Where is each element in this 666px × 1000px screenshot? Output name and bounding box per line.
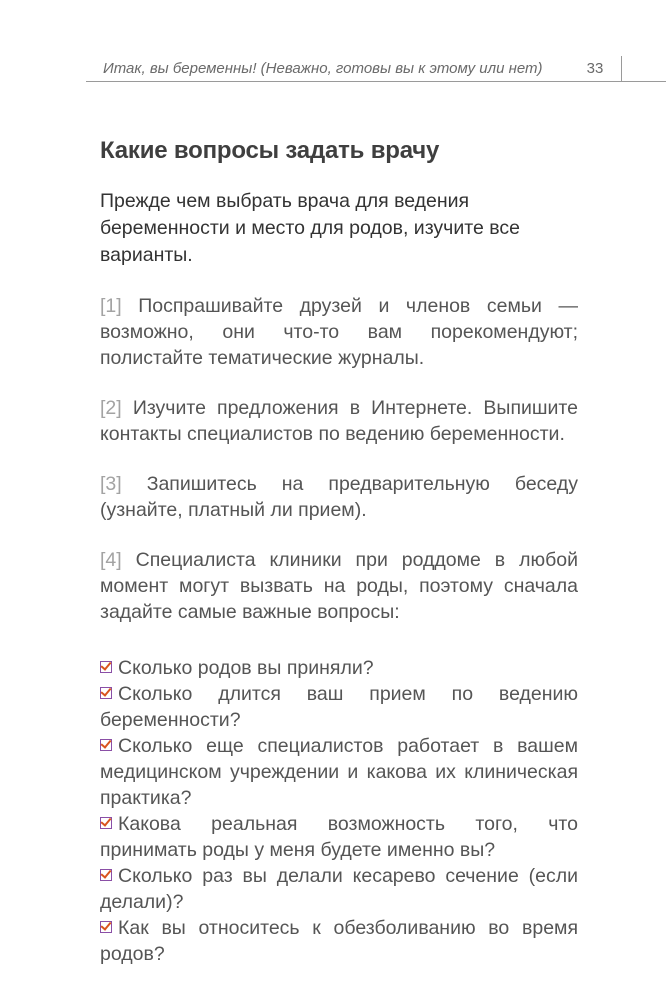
question-checklist: [100, 655, 578, 967]
checklist-item: [100, 681, 578, 733]
running-header: [0, 0, 666, 82]
checklist-item: [100, 915, 578, 967]
checked-checkbox-icon: [100, 739, 112, 751]
checklist-item-text: Сколько раз вы делали кесарево сечение (если делали)?: [100, 865, 578, 913]
checked-checkbox-icon: [100, 921, 112, 933]
checklist-item: [100, 863, 578, 915]
checked-checkbox-icon: [100, 687, 112, 699]
section-heading: Какие вопросы задать врачу: [100, 137, 440, 164]
lead-paragraph: Прежде чем выбрать врача для ведения беременности и место для родов, изучите все варианты.: [100, 190, 520, 266]
step-text: Поспрашивайте друзей и членов семьи — возможно, они что-то вам порекомендуют; полистайте тематические журналы.: [100, 295, 578, 369]
checklist-item: [100, 733, 578, 811]
step-number: [2]: [100, 397, 122, 419]
running-header-title: Итак, вы беременны! (Неважно, готовы вы к этому или нет): [103, 60, 543, 77]
step-text: Запишитесь на предварительную беседу (узнайте, платный ли прием).: [100, 473, 578, 521]
checklist-item-text: Сколько длится ваш прием по ведению беременности?: [100, 683, 578, 731]
page-number: 33: [586, 60, 604, 77]
page-content: [100, 136, 578, 967]
checklist-item: [100, 811, 578, 863]
checked-checkbox-icon: [100, 817, 112, 829]
step-text: Изучите предложения в Интернете. Выпишите контакты специалистов по ведению беременности.: [100, 397, 578, 445]
checklist-item: [100, 655, 578, 681]
checklist-item-text: Какова реальная возможность того, что принимать роды у меня будете именно вы?: [100, 813, 578, 861]
checklist-item-text: Сколько еще специалистов работает в вашем медицинском учреждении и какова их клиническая практика?: [100, 735, 578, 809]
checked-checkbox-icon: [100, 869, 112, 881]
step-text: Специалиста клиники при роддоме в любой момент могут вызвать на роды, поэтому сначала задайте самые важные вопросы:: [100, 549, 578, 623]
step-paragraph: [100, 293, 578, 371]
step-number: [3]: [100, 473, 122, 495]
step-number: [1]: [100, 295, 122, 317]
checklist-item-text: Сколько родов вы приняли?: [118, 657, 374, 679]
header-vertical-divider: [621, 56, 622, 82]
step-paragraph: [100, 395, 578, 447]
checklist-item-text: Как вы относитесь к обезболиванию во время родов?: [100, 917, 578, 965]
step-paragraph: [100, 547, 578, 625]
checked-checkbox-icon: [100, 661, 112, 673]
step-number: [4]: [100, 549, 122, 571]
step-paragraph: [100, 471, 578, 523]
header-divider: [86, 81, 666, 82]
